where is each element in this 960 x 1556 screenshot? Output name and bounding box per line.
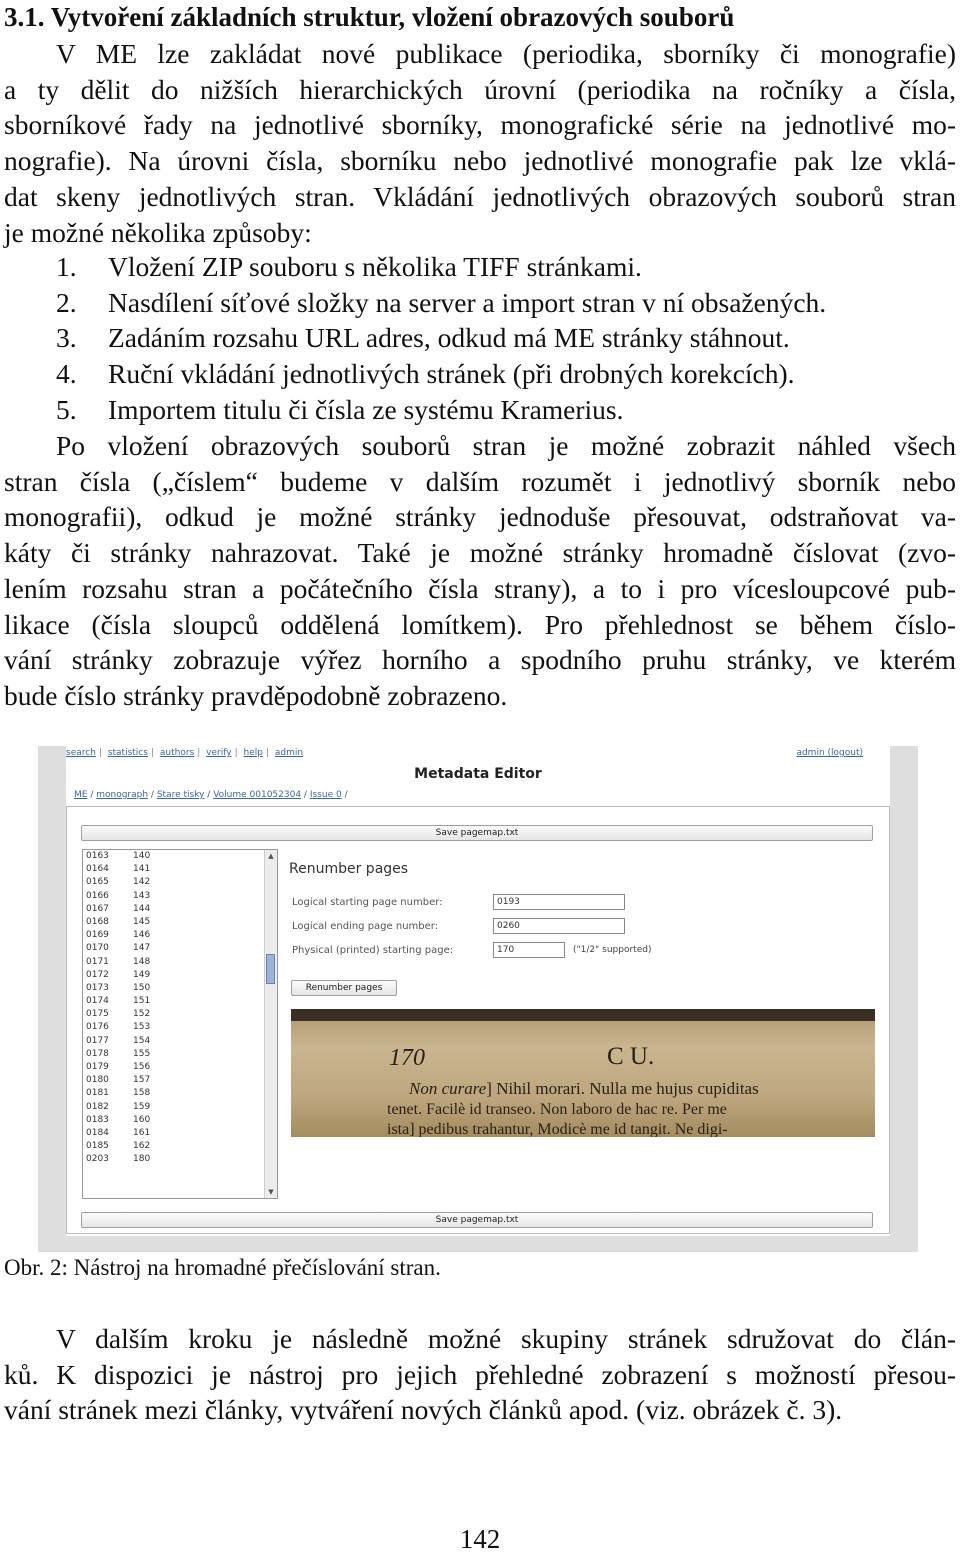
nav-left-links: search | statistics | authors | verify | help | admin — [66, 748, 304, 758]
physical-start-label: Physical (printed) starting page: — [292, 945, 454, 956]
list-item — [56, 356, 826, 392]
page-list-row[interactable] — [83, 1021, 277, 1034]
page-list-row[interactable] — [83, 850, 277, 863]
logical-page-number: 152 — [133, 1009, 151, 1020]
list-text: Importem titulu či čísla ze systému Kramerius. — [108, 393, 624, 425]
physical-page-number: 0164 — [86, 864, 109, 875]
text-line: Po vložení obrazových souborů stran je možné zobrazit náhled všech — [56, 430, 956, 461]
text-line: likace (čísla sloupců oddělená lomítkem). Pro přehlednost se během číslo- — [4, 608, 956, 640]
logical-page-number: 147 — [133, 943, 151, 954]
page-scan-preview — [291, 1009, 875, 1137]
physical-page-number: 0173 — [86, 982, 109, 993]
scroll-down-icon[interactable]: ▼ — [268, 1188, 274, 1196]
physical-page-number: 0172 — [86, 969, 109, 980]
text-line: ků. K dispozici je nástroj pro jejich přehledné zobrazení s možností přesou- — [4, 1358, 956, 1390]
page-list-row[interactable] — [83, 1048, 277, 1061]
logical-page-number: 140 — [133, 851, 151, 861]
page-list-row[interactable] — [83, 969, 277, 982]
physical-page-number: 0168 — [86, 916, 109, 927]
logical-page-number: 151 — [133, 996, 151, 1007]
scan-line: ista] pedibus trahantur, Modicè me id tangit. Ne digi- — [387, 1121, 728, 1137]
breadcrumb-item[interactable]: Volume 001052304 — [213, 790, 302, 800]
physical-page-number: 0185 — [86, 1141, 109, 1152]
list-number: 5. — [56, 393, 77, 425]
scan-header: C U. — [607, 1043, 655, 1070]
breadcrumb-item[interactable]: ME — [74, 790, 88, 800]
physical-page-number: 0167 — [86, 903, 109, 914]
nav-link-admin[interactable]: admin — [274, 748, 304, 758]
page-list-row[interactable] — [83, 916, 277, 929]
app-title: Metadata Editor — [414, 766, 542, 782]
page-list-row[interactable] — [83, 876, 277, 889]
nav-link-search[interactable]: search — [66, 748, 96, 758]
page-list-row[interactable] — [83, 956, 277, 969]
list-text: Vložení ZIP souboru s několika TIFF stránkami. — [108, 251, 642, 282]
list-number: 4. — [56, 358, 77, 390]
breadcrumb-item[interactable]: monograph — [96, 790, 149, 800]
list-number: 3. — [56, 322, 77, 354]
text-line: vání stránky zobrazuje výřez horního a spodního pruhu stránky, ve kterém — [4, 644, 956, 676]
physical-page-number: 0174 — [86, 996, 109, 1007]
top-navigation — [66, 748, 890, 762]
page-number: 142 — [459, 1524, 501, 1554]
logical-page-number: 157 — [133, 1075, 151, 1086]
list-item — [56, 249, 826, 285]
nav-link-verify[interactable]: verify — [206, 748, 232, 758]
logical-page-number: 144 — [133, 903, 151, 914]
renumber-panel — [66, 806, 890, 1234]
section-heading: 3.1. Vytvoření základních struktur, vložení obrazových souborů — [4, 2, 735, 32]
renumber-title: Renumber pages — [289, 861, 409, 877]
page-list-row[interactable] — [83, 1074, 277, 1087]
scroll-up-icon[interactable]: ▲ — [268, 852, 274, 860]
page-list-row[interactable] — [83, 1127, 277, 1140]
articles-paragraph — [4, 1321, 956, 1428]
logical-page-number: 145 — [133, 916, 151, 927]
logout-link[interactable]: admin (logout) — [796, 748, 863, 758]
logical-page-number: 159 — [133, 1101, 151, 1112]
text-line: V dalším kroku je následně možné skupiny stránek sdružovat do člán- — [56, 1323, 956, 1354]
page-list-row[interactable] — [83, 1008, 277, 1021]
nav-link-statistics[interactable]: statistics — [107, 748, 148, 758]
page-list-row[interactable] — [83, 929, 277, 942]
page-list[interactable] — [82, 849, 278, 1199]
text-line: stran čísla („číslem“ budeme v dalším rozumět i jednotlivý sborník nebo — [4, 465, 956, 497]
figure-screenshot — [38, 746, 918, 1252]
page-list-row[interactable] — [83, 1035, 277, 1048]
preview-paragraph — [4, 428, 956, 714]
page-list-row[interactable] — [83, 1087, 277, 1100]
page-list-scrollbar[interactable] — [264, 850, 277, 1198]
logical-end-label: Logical ending page number: — [292, 921, 439, 932]
physical-page-number: 0169 — [86, 930, 109, 941]
physical-start-input[interactable]: 170 — [493, 942, 565, 958]
physical-page-number: 0177 — [86, 1035, 109, 1046]
list-text: Zadáním rozsahu URL adres, odkud má ME stránky stáhnout. — [108, 322, 790, 354]
list-item — [56, 320, 826, 356]
physical-page-number: 0171 — [86, 956, 109, 967]
text-line: monografii), odkud je možné stránky jednoduše přesouvat, odstraňovat va- — [4, 501, 956, 533]
list-number: 1. — [56, 251, 77, 282]
scroll-thumb[interactable] — [266, 954, 275, 984]
page-list-row[interactable] — [83, 942, 277, 955]
logical-page-number: 156 — [133, 1062, 151, 1072]
logical-page-number: 150 — [133, 982, 151, 993]
list-text: Ruční vkládání jednotlivých stránek (při drobných korekcích). — [108, 358, 795, 390]
physical-page-number: 0182 — [86, 1101, 109, 1112]
text-line: vání stránek mezi články, vytváření nových článků apod. (viz. obrázek č. 3). — [4, 1394, 843, 1426]
logical-page-number: 146 — [133, 930, 151, 941]
logical-page-number: 143 — [133, 890, 151, 901]
text-line: sborníkové řady na jednotlivé sborníky, monografické série na jednotlivé mo- — [4, 109, 956, 141]
text-line: a ty dělit do nižších hierarchických úrovní (periodika na ročníky a čísla, — [4, 73, 956, 105]
logical-page-number: 158 — [133, 1088, 151, 1099]
page-list-row[interactable] — [83, 995, 277, 1008]
physical-page-number: 0163 — [86, 851, 109, 861]
physical-page-number: 0165 — [86, 877, 109, 888]
scan-italic-text: Non curare — [409, 1079, 487, 1098]
physical-page-number: 0180 — [86, 1075, 109, 1086]
scan-line: tenet. Facilè id transeo. Non laboro de hac re. Per me — [387, 1101, 727, 1118]
logical-page-number: 180 — [133, 1154, 151, 1165]
list-number: 2. — [56, 286, 77, 318]
figure-caption: Obr. 2: Nástroj na hromadné přečíslování stran. — [4, 1255, 441, 1280]
page-list-row[interactable] — [83, 1061, 277, 1074]
breadcrumb-item[interactable]: Stare tisky — [156, 790, 205, 800]
text-line: je možné několika způsoby: — [4, 216, 312, 248]
logical-page-number: 161 — [133, 1127, 151, 1138]
list-item — [56, 285, 826, 321]
physical-page-number: 0181 — [86, 1088, 109, 1099]
breadcrumb: ME / monograph / Stare tisky / Volume 001052304 / Issue 0 / — [74, 790, 348, 800]
scan-line — [409, 1079, 759, 1099]
save-pagemap-button[interactable]: Save pagemap.txt — [81, 825, 873, 841]
logical-start-label: Logical starting page number: — [292, 897, 443, 908]
text-line: nografie). Na úrovni čísla, sborníku nebo jednotlivé monografie pak lze vklá- — [4, 145, 956, 177]
metadata-editor-window — [66, 746, 890, 1236]
logical-page-number: 148 — [133, 956, 151, 967]
page-list-row[interactable] — [83, 1114, 277, 1127]
physical-page-number: 0178 — [86, 1048, 109, 1059]
text-line: bude číslo stránky pravděpodobně zobrazeno. — [4, 679, 508, 711]
logical-page-number: 154 — [133, 1035, 151, 1046]
list-item — [56, 392, 826, 428]
breadcrumb-item[interactable]: Issue 0 — [309, 790, 342, 800]
logical-page-number: 155 — [133, 1048, 151, 1059]
text-line: dat skeny jednotlivých stran. Vkládání jednotlivých obrazových souborů stran — [4, 180, 956, 212]
logical-page-number: 160 — [133, 1114, 151, 1125]
page-list-row[interactable] — [83, 1140, 277, 1153]
physical-page-number: 0183 — [86, 1114, 109, 1125]
scan-text: ] Nihil morari. Nulla me hujus cupiditas — [486, 1079, 759, 1098]
import-methods-list — [56, 249, 826, 428]
physical-page-number: 0184 — [86, 1127, 109, 1138]
physical-page-number: 0170 — [86, 943, 109, 954]
logical-page-number: 162 — [133, 1141, 151, 1152]
logical-end-input[interactable]: 0260 — [493, 918, 625, 934]
page-list-row[interactable] — [83, 863, 277, 876]
logical-start-input[interactable]: 0193 — [493, 894, 625, 910]
text-line: V ME lze zakládat nové publikace (periodika, sborníky či monografie) — [56, 38, 956, 69]
intro-paragraph — [4, 36, 956, 250]
text-line: lením rozsahu stran a počátečního čísla strany), a to i pro vícesloupcové pub- — [4, 572, 956, 604]
nav-link-authors[interactable]: authors — [159, 748, 195, 758]
list-text: Nasdílení síťové složky na server a import stran v ní obsažených. — [108, 286, 827, 318]
page-list-row[interactable] — [83, 903, 277, 916]
page-list-row[interactable] — [83, 1153, 277, 1166]
page-list-row[interactable] — [83, 982, 277, 995]
page-list-row[interactable] — [83, 1101, 277, 1114]
logical-page-number: 153 — [133, 1022, 151, 1033]
physical-page-number: 0179 — [86, 1062, 109, 1072]
save-pagemap-button[interactable]: Save pagemap.txt — [81, 1212, 873, 1228]
physical-start-hint: ("1/2" supported) — [573, 945, 652, 955]
text-line: káty či stránky nahrazovat. Také je možné stránky hromadně číslovat (zvo- — [4, 537, 956, 569]
scan-page-number: 170 — [389, 1045, 425, 1071]
physical-page-number: 0175 — [86, 1009, 109, 1020]
physical-page-number: 0203 — [86, 1154, 109, 1165]
logical-page-number: 142 — [133, 877, 151, 888]
renumber-pages-button[interactable]: Renumber pages — [291, 980, 397, 996]
logical-page-number: 141 — [133, 864, 151, 875]
scan-edge — [291, 1009, 875, 1021]
logical-page-number: 149 — [133, 969, 151, 980]
page-list-row[interactable] — [83, 890, 277, 903]
physical-page-number: 0166 — [86, 890, 109, 901]
physical-page-number: 0176 — [86, 1022, 109, 1033]
nav-link-help[interactable]: help — [243, 748, 263, 758]
